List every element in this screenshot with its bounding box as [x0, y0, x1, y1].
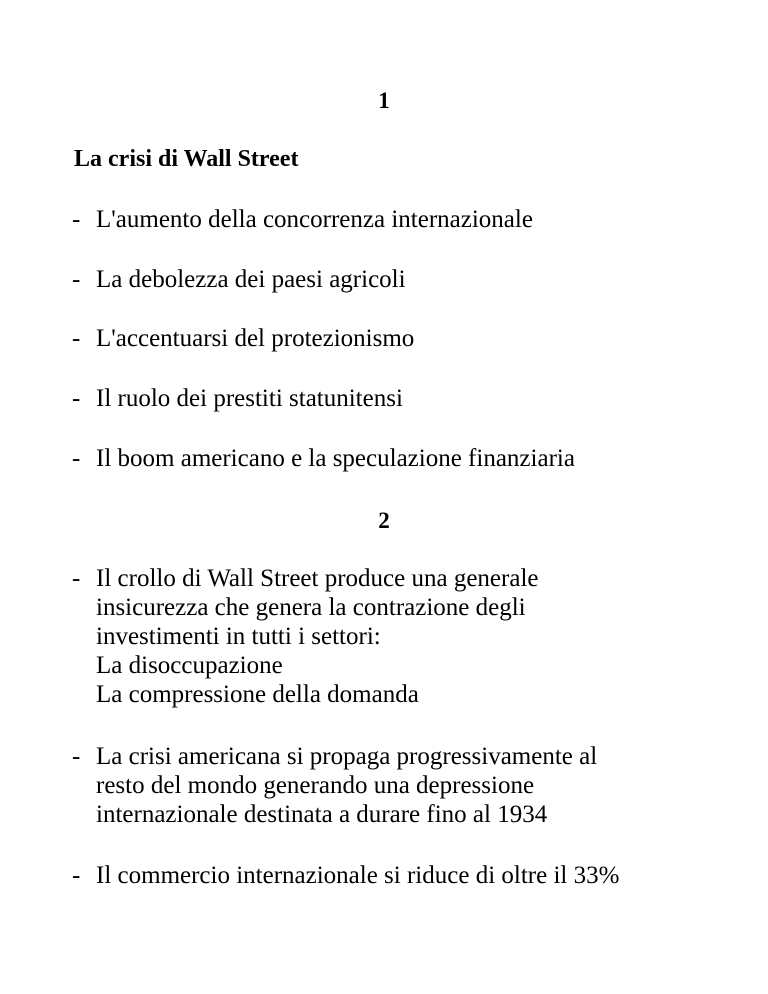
bullet-line: resto del mondo generando una depressione: [96, 772, 535, 799]
bullet-text: [96, 564, 722, 709]
bullet-dash: -: [72, 206, 81, 233]
bullet-dash: -: [72, 325, 81, 352]
section-number-2: 2: [378, 508, 390, 533]
bullet-dash: -: [72, 743, 81, 770]
bullet-text: La debolezza dei paesi agricoli: [96, 266, 406, 293]
bullet-dash: -: [72, 385, 81, 412]
section-heading: La crisi di Wall Street: [74, 146, 299, 172]
bullet-text: Il ruolo dei prestiti statunitensi: [96, 385, 403, 412]
bullet-dash: -: [72, 862, 81, 889]
bullet-line: La crisi americana si propaga progressivamente al: [96, 743, 598, 770]
bullet-item: [72, 861, 722, 890]
bullet-dash: -: [72, 445, 81, 472]
bullet-line: Il commercio internazionale si riduce di oltre il 33%: [96, 862, 620, 889]
bullet-item: [72, 742, 722, 829]
bullet-dash: -: [72, 565, 81, 592]
bullet-line: Il crollo di Wall Street produce una generale: [96, 565, 539, 592]
bullet-dash: -: [72, 266, 81, 293]
bullet-text: L'accentuarsi del protezionismo: [96, 325, 415, 352]
bullet-item: [72, 384, 722, 413]
bullet-line: internazionale destinata a durare fino al 1934: [96, 801, 548, 828]
bullet-item: [72, 564, 722, 709]
bullet-line: La disoccupazione: [96, 652, 283, 679]
bullet-text: Il boom americano e la speculazione finanziaria: [96, 445, 575, 472]
bullet-text: [96, 861, 722, 890]
bullet-text: [96, 742, 722, 829]
bullet-line: insicurezza che genera la contrazione degli: [96, 594, 526, 621]
section-number-1: 1: [378, 88, 390, 113]
bullet-line: La compressione della domanda: [96, 681, 419, 708]
bullet-item: [72, 324, 722, 353]
bullet-item: [72, 205, 722, 234]
bullet-text: L'aumento della concorrenza internazionale: [96, 206, 533, 233]
bullet-line: investimenti in tutti i settori:: [96, 623, 381, 650]
bullet-item: [72, 444, 722, 473]
bullet-item: [72, 265, 722, 294]
